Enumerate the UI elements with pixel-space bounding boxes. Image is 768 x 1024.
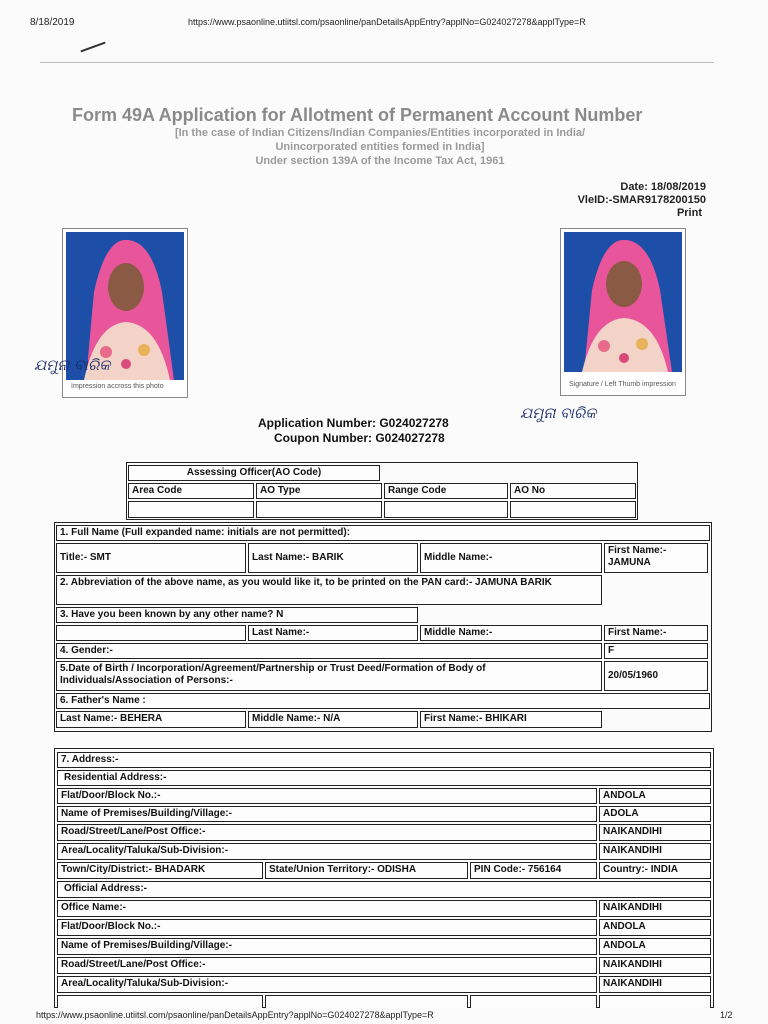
dob-value: 20/05/1960 [604,661,708,691]
father-last-name: Last Name:- BEHERA [56,711,246,728]
off-town-cell [57,995,263,1008]
off-area-label: Area/Locality/Taluka/Sub-Division:- [57,976,597,993]
ao-no-label: AO No [510,483,636,499]
title-field: Title:- SMT [56,543,246,573]
father-middle-name: Middle Name:- N/A [248,711,418,728]
application-number: Application Number: G024027278 [258,416,449,430]
off-pin-cell [470,995,597,1008]
off-premises-value: ANDOLA [599,938,711,955]
page-number: 1/2 [720,1010,733,1020]
q1-full-name: 1. Full Name (Full expanded name: initials are not permitted): [56,525,710,541]
ao-no-value [510,501,636,518]
res-flat-label: Flat/Door/Block No.:- [57,788,597,804]
q2-abbreviation: 2. Abbreviation of the above name, as you would like it, to be printed on the PAN card:- JAMUNA BARIK [56,575,602,605]
divider [40,62,714,63]
other-last-name-field: Last Name:- [248,625,418,641]
form-subtitle-3: Under section 139A of the Income Tax Act, 1961 [255,155,505,167]
q5-date-of-birth: 5.Date of Birth / Incorporation/Agreement/Partnership or Trust Deed/Formation of Body of Individuals/Association of Persons:- [56,661,602,691]
res-area-label: Area/Locality/Taluka/Sub-Division:- [57,843,597,860]
ao-type-label: AO Type [256,483,382,499]
q3-other-name: 3. Have you been known by any other name? N [56,607,418,623]
page-url: https://www.psaonline.utiitsl.com/psaonline/panDetailsAppEntry?applNo=G024027278&applType=R [188,17,586,27]
last-name-field: Last Name:- BARIK [248,543,418,573]
vle-id: VleID:-SMAR9178200150 [577,194,706,206]
q6-fathers-name: 6. Father's Name : [56,693,710,709]
res-road-label: Road/Street/Lane/Post Office:- [57,824,597,841]
res-premises-value: ADOLA [599,806,711,822]
off-office-label: Office Name:- [57,900,597,917]
applicant-photo-right [560,228,686,396]
residential-address-heading: Residential Address:- [57,770,711,786]
signature-left: ଯମୁନା ବାରିକ [34,356,111,374]
q4-gender: 4. Gender:- [56,643,602,659]
other-title-field [56,625,246,641]
coupon-number: Coupon Number: G024027278 [274,431,445,445]
res-pin: PIN Code:- 756164 [470,862,597,879]
off-road-label: Road/Street/Lane/Post Office:- [57,957,597,974]
other-first-name-field: First Name:- [604,625,708,641]
gender-value: F [604,643,708,659]
official-address-heading: Official Address:- [57,881,711,898]
other-middle-name-field: Middle Name:- [420,625,602,641]
applicant-image [564,232,682,372]
pen-mark [80,42,105,53]
middle-name-field: Middle Name:- [420,543,602,573]
form-subtitle-1: [In the case of Indian Citizens/Indian Companies/Entities incorporated in India/ [174,127,586,139]
res-area-value: NAIKANDIHI [599,843,711,860]
res-country: Country:- INDIA [599,862,711,879]
q7-address: 7. Address:- [57,752,711,768]
print-link[interactable]: Print [676,207,702,219]
footer-url: https://www.psaonline.utiitsl.com/psaonline/panDetailsAppEntry?applNo=G024027278&applType=R [36,1010,434,1020]
res-state: State/Union Territory:- ODISHA [265,862,468,879]
print-date: 8/18/2019 [30,17,75,28]
res-town: Town/City/District:- BHADARK [57,862,263,879]
left-photo-caption: Impression accross this photo [71,383,164,390]
off-flat-value: ANDOLA [599,919,711,936]
form-date: Date: 18/08/2019 [620,181,706,193]
form-title: Form 49A Application for Allotment of Permanent Account Number [72,105,643,125]
off-premises-label: Name of Premises/Building/Village:- [57,938,597,955]
res-road-value: NAIKANDIHI [599,824,711,841]
ao-area-code-label: Area Code [128,483,254,499]
res-flat-value: ANDOLA [599,788,711,804]
form-subtitle-2: Unincorporated entities formed in India] [275,141,485,153]
ao-heading: Assessing Officer(AO Code) [128,465,380,481]
off-flat-label: Flat/Door/Block No.:- [57,919,597,936]
off-road-value: NAIKANDIHI [599,957,711,974]
off-country-cell [599,995,711,1008]
father-first-name: First Name:- BHIKARI [420,711,602,728]
off-area-value: NAIKANDIHI [599,976,711,993]
right-photo-caption: Signature / Left Thumb impression [569,381,676,388]
off-office-value: NAIKANDIHI [599,900,711,917]
res-premises-label: Name of Premises/Building/Village:- [57,806,597,822]
off-state-cell [265,995,468,1008]
ao-type-value [256,501,382,518]
ao-range-code-value [384,501,508,518]
signature-right: ଯମୁନା ବାରିକ [520,404,597,422]
ao-area-code-value [128,501,254,518]
first-name-field: First Name:- JAMUNA [604,543,708,573]
ao-range-code-label: Range Code [384,483,508,499]
